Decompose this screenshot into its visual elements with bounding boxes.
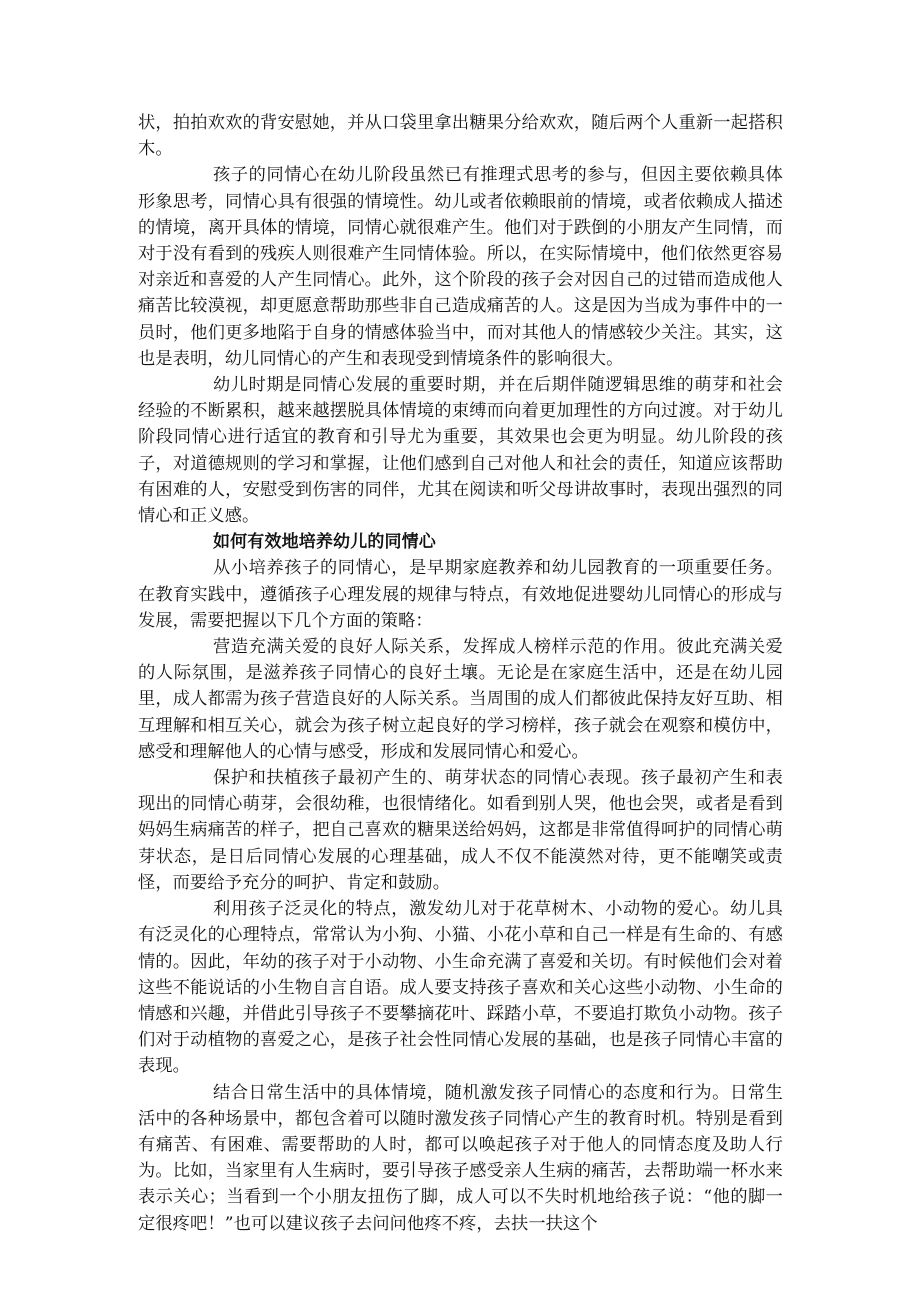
document-page [138,110,783,1237]
paragraph-empathy-context: 孩子的同情心在幼儿阶段虽然已有推理式思考的参与，但因主要依赖具体形象思考，同情心具有很强的情境性。幼儿或者依赖眼前的情境，或者依赖成人描述的情境，离开具体的情境，同情心就很难产生。他们对于跌倒的小朋友产生同情，而对于没有看到的残疾人则很难产生同情体验。所以，在实际情境中，他们依然更容易对亲近和喜爱的人产生同情心。此外，这个阶段的孩子会对因自己的过错而造成他人痛苦比较漠视，却更愿意帮助那些非自己造成痛苦的人。这是因为当成为事件中的一员时，他们更多地陷于自身的情感体验当中，而对其他人的情感较少关注。其实，这也是表明，幼儿同情心的产生和表现受到情境条件的影响很大。 [138,165,783,369]
paragraph-strategy-daily-life: 结合日常生活中的具体情境，随机激发孩子同情心的态度和行为。日常生活中的各种场景中，都包含着可以随时激发孩子同情心产生的教育时机。特别是看到有痛苦、有困难、需要帮助的人时，都可以唤起孩子对于他人的同情态度及助人行为。比如，当家里有人生病时，要引导孩子感受亲人生病的痛苦，去帮助端一杯水来表示关心；当看到一个小朋友扭伤了脚，成人可以不失时机地给孩子说：“他的脚一定很疼吧！”也可以建议孩子去问问他疼不疼，去扶一扶这个 [138,1082,783,1234]
section-heading: 如何有效地培养幼儿的同情心 [213,532,436,553]
paragraph-strategy-protect: 保护和扶植孩子最初产生的、萌芽状态的同情心表现。孩子最初产生和表现出的同情心萌芽，会很幼稚，也很情绪化。如看到别人哭，他也会哭，或者是看到妈妈生病痛苦的样子，把自己喜欢的糖果送给妈妈，这都是非常值得呵护的同情心萌芽状态，是日后同情心发展的心理基础，成人不仅不能漠然对待，更不能嘲笑或责怪，而要给予充分的呵护、肯定和鼓励。 [138,768,783,893]
paragraph-strategy-animism: 利用孩子泛灵化的特点，激发幼儿对于花草树木、小动物的爱心。幼儿具有泛灵化的心理特点，常常认为小狗、小猫、小花小草和自己一样是有生命的、有感情的。因此，年幼的孩子对于小动物、小生命充满了喜爱和关切。有时候他们会对着这些不能说话的小生物自言自语。成人要支持孩子喜欢和关心这些小动物、小生命的情感和兴趣，并借此引导孩子不要攀摘花叶、踩踏小草，不要追打欺负小动物。孩子们对于动植物的喜爱之心，是孩子社会性同情心发展的基础，也是孩子同情心丰富的表现。 [138,899,783,1077]
paragraph-strategy-relationships: 营造充满关爱的良好人际关系，发挥成人榜样示范的作用。彼此充满关爱的人际氛围，是滋养孩子同情心的良好土壤。无论是在家庭生活中，还是在幼儿园里，成人都需为孩子营造良好的人际关系。当周围的成人们都彼此保持友好互助、相互理解和相互关心，就会为孩子树立起良好的学习榜样，孩子就会在观察和模仿中，感受和理解他人的心情与感受，形成和发展同情心和爱心。 [138,637,783,762]
paragraph-empathy-period: 幼儿时期是同情心发展的重要时期，并在后期伴随逻辑思维的萌芽和社会经验的不断累积，越来越摆脱具体情境的束缚而向着更加理性的方向过渡。对于幼儿阶段同情心进行适宜的教育和引导尤为重要，其效果也会更为明显。幼儿阶段的孩子，对道德规则的学习和掌握，让他们感到自己对他人和社会的责任，知道应该帮助有困难的人，安慰受到伤害的同伴，尤其在阅读和听父母讲故事时，表现出强烈的同情心和正义感。 [138,375,783,527]
paragraph-continuation: 状，拍拍欢欢的背安慰她，并从口袋里拿出糖果分给欢欢，随后两个人重新一起搭积木。 [138,113,783,160]
paragraph-strategy-intro: 从小培养孩子的同情心，是早期家庭教养和幼儿园教育的一项重要任务。在教育实践中，遵循孩子心理发展的规律与特点，有效地促进婴幼儿同情心的形成与发展，需要把握以下几个方面的策略： [138,558,783,631]
